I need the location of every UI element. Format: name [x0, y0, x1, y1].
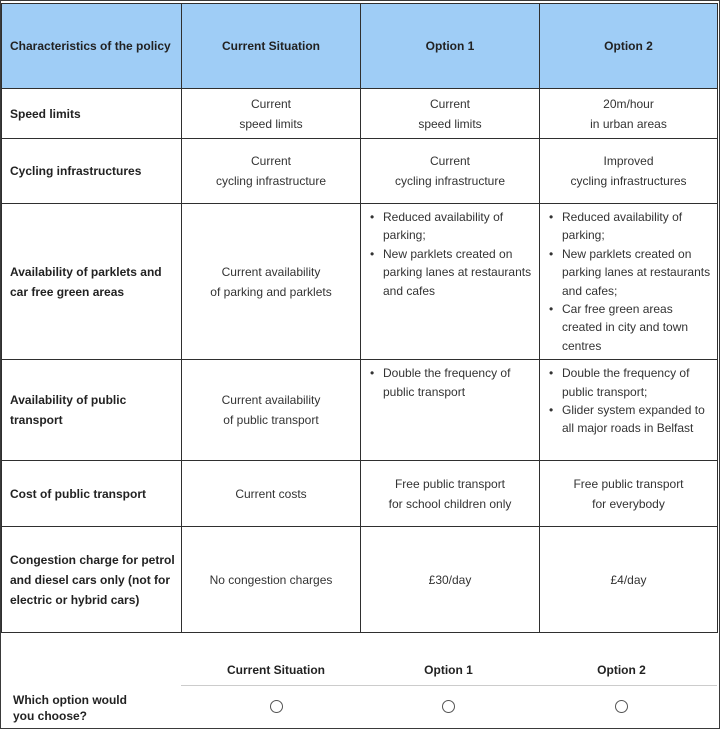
- choice-question: [1, 686, 181, 730]
- cell-option-1: [361, 89, 540, 139]
- cell-option-1: [361, 139, 540, 204]
- radio-cell-option-2: [526, 686, 717, 730]
- choice-header-row: [1, 655, 717, 686]
- table-row: [2, 89, 718, 139]
- bullet-list: [544, 364, 711, 438]
- header-characteristics: Characteristics of the policy: [2, 4, 182, 89]
- table-row: [2, 139, 718, 204]
- cell-line: cycling infrastructures: [570, 174, 686, 188]
- choice-header-current: Current Situation: [181, 655, 371, 686]
- row-label-cycling: Cycling infrastructures: [2, 139, 182, 204]
- cell-line: Current costs: [235, 487, 306, 501]
- cell-option-2: [540, 360, 718, 461]
- choice-header-blank: [1, 655, 181, 686]
- cell-line: speed limits: [418, 117, 481, 131]
- cell-line: £4/day: [610, 573, 646, 587]
- bullet-list: [544, 208, 711, 355]
- table-row: [2, 204, 718, 360]
- cell-current: [182, 360, 361, 461]
- cell-option-2: [540, 527, 718, 633]
- cell-option-1: [361, 360, 540, 461]
- cell-line: £30/day: [429, 573, 472, 587]
- cell-current: [182, 89, 361, 139]
- list-item: • Glider system expanded to all major roads in Belfast: [562, 401, 711, 438]
- list-item: • Double the frequency of public transport;: [562, 364, 711, 401]
- cell-line: Free public transport: [573, 477, 683, 491]
- choice-header-option-2: Option 2: [526, 655, 717, 686]
- bullet-list: [365, 364, 533, 401]
- list-item: • Reduced availability of parking;: [562, 208, 711, 245]
- header-option-1: Option 1: [361, 4, 540, 89]
- cell-option-2: [540, 461, 718, 527]
- cell-line: Current: [430, 97, 470, 111]
- cell-line: cycling infrastructure: [216, 174, 326, 188]
- choice-question-text: Which option would you choose?: [13, 692, 143, 724]
- row-label-parklets: Availability of parklets and car free green areas: [2, 204, 182, 360]
- cell-current: [182, 139, 361, 204]
- choice-header-option-1: Option 1: [371, 655, 526, 686]
- radio-option-2[interactable]: [615, 700, 628, 713]
- radio-cell-current: [181, 686, 371, 730]
- cell-line: Current: [430, 154, 470, 168]
- cell-line: for everybody: [592, 497, 665, 511]
- cell-current: [182, 461, 361, 527]
- cell-line: cycling infrastructure: [395, 174, 505, 188]
- cell-option-2: [540, 89, 718, 139]
- cell-option-1: [361, 527, 540, 633]
- cell-line: speed limits: [239, 117, 302, 131]
- row-label-public-transport: Availability of public transport: [2, 360, 182, 461]
- policy-table: [1, 3, 718, 633]
- table-header-row: [2, 4, 718, 89]
- list-item: • New parklets created on parking lanes at restaurants and cafes;: [562, 245, 711, 300]
- cell-line: Current: [251, 154, 291, 168]
- list-item: • Double the frequency of public transport: [383, 364, 533, 401]
- cell-current: [182, 527, 361, 633]
- header-current-situation: Current Situation: [182, 4, 361, 89]
- cell-line: Current availability: [222, 265, 321, 279]
- table-row: [2, 527, 718, 633]
- cell-line: of public transport: [223, 413, 318, 427]
- cell-line: Current: [251, 97, 291, 111]
- row-label-speed-limits: Speed limits: [2, 89, 182, 139]
- table-row: [2, 360, 718, 461]
- cell-option-1: [361, 461, 540, 527]
- list-item: • Car free green areas created in city and town centres: [562, 300, 711, 355]
- table-row: [2, 461, 718, 527]
- cell-line: Improved: [603, 154, 653, 168]
- list-item: • New parklets created on parking lanes at restaurants and cafes: [383, 245, 533, 300]
- radio-current-situation[interactable]: [270, 700, 283, 713]
- cell-line: 20m/hour: [603, 97, 654, 111]
- cell-option-1: [361, 204, 540, 360]
- cell-current: [182, 204, 361, 360]
- row-label-congestion: Congestion charge for petrol and diesel cars only (not for electric or hybrid cars): [2, 527, 182, 633]
- radio-option-1[interactable]: [442, 700, 455, 713]
- cell-line: Current availability: [222, 393, 321, 407]
- radio-cell-option-1: [371, 686, 526, 730]
- cell-option-2: [540, 139, 718, 204]
- row-label-cost: Cost of public transport: [2, 461, 182, 527]
- header-option-2: Option 2: [540, 4, 718, 89]
- choice-row: [1, 686, 717, 730]
- cell-line: Free public transport: [395, 477, 505, 491]
- list-item: • Reduced availability of parking;: [383, 208, 533, 245]
- cell-line: in urban areas: [590, 117, 667, 131]
- cell-line: of parking and parklets: [210, 285, 331, 299]
- cell-line: No congestion charges: [210, 573, 333, 587]
- cell-line: for school children only: [389, 497, 512, 511]
- bullet-list: [365, 208, 533, 300]
- cell-option-2: [540, 204, 718, 360]
- choice-table: [1, 655, 717, 730]
